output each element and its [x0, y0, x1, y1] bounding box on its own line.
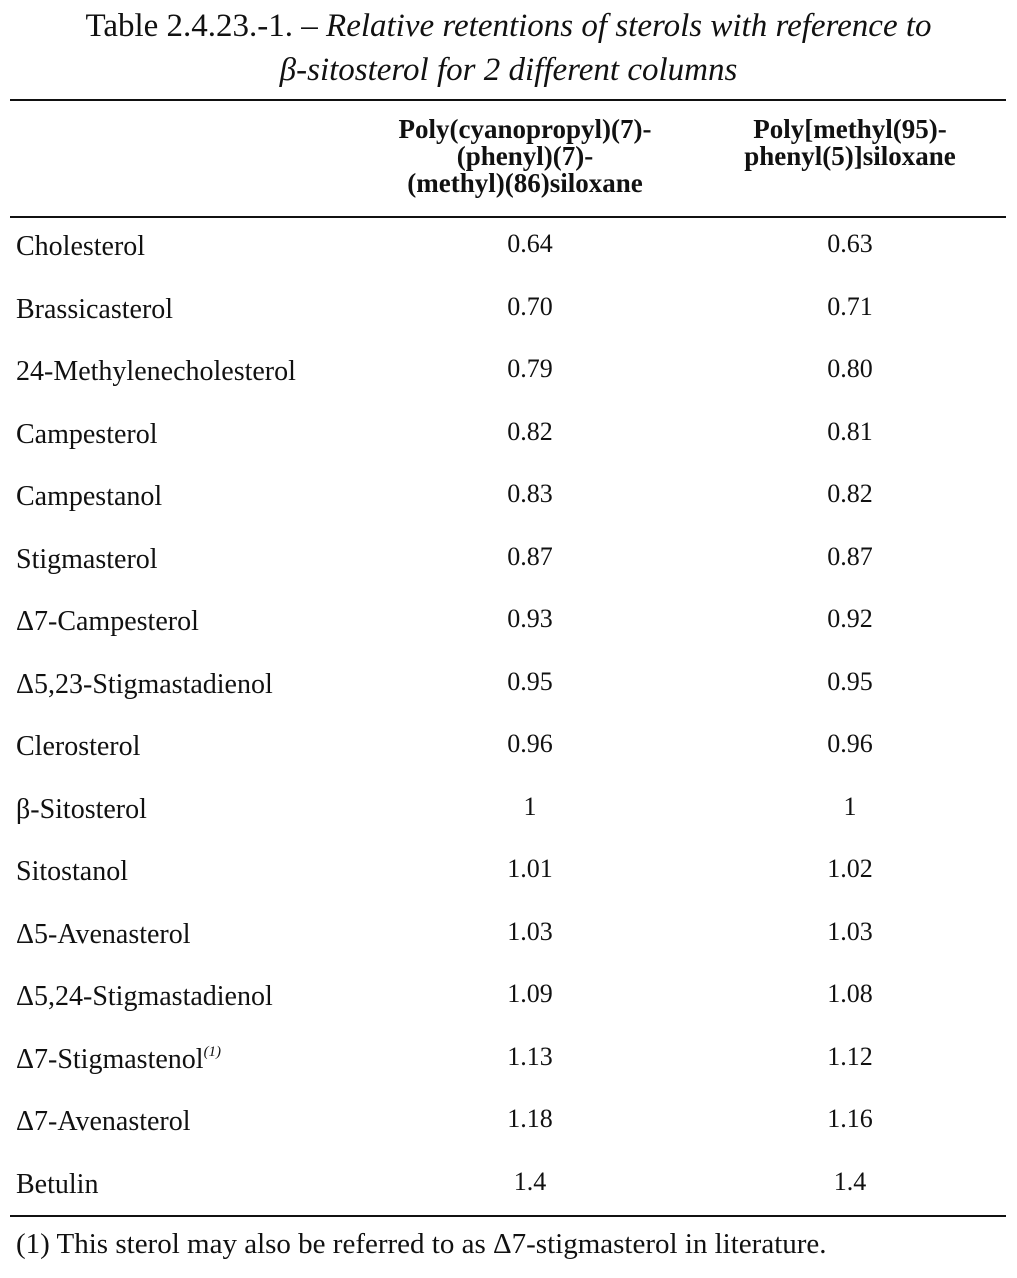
- retention-cyanopropyl: 1.13: [507, 1041, 553, 1071]
- sterol-name-text: Δ5,24-Stigmastadienol: [16, 981, 273, 1012]
- sterol-name-text: 24-Methylenecholesterol: [16, 356, 296, 387]
- sterol-name-text: Campestanol: [16, 481, 163, 512]
- table-row: [0, 842, 1017, 905]
- caption-title-line-2: β-sitosterol for 2 different columns: [279, 52, 738, 88]
- sterol-name: [16, 231, 145, 263]
- retention-cyanopropyl: 0.82: [507, 416, 553, 446]
- sterol-name-text: Δ7-Stigmastenol: [16, 1043, 204, 1075]
- sterol-name: [16, 669, 273, 701]
- caption-label: Table 2.4.23.-1. –: [85, 8, 318, 44]
- sterol-name: [16, 356, 296, 388]
- retention-methyl-phenyl: 0.96: [827, 729, 873, 758]
- retention-cyanopropyl: 1: [523, 791, 537, 821]
- retention-cyanopropyl: 1.4: [513, 1166, 547, 1196]
- retention-cyanopropyl: 0.95: [507, 666, 553, 696]
- retention-methyl-phenyl: 0.71: [827, 291, 873, 321]
- sterol-name: [16, 419, 158, 451]
- retention-cyanopropyl: 0.64: [507, 229, 553, 258]
- sterol-name: [16, 981, 273, 1013]
- retention-methyl-phenyl: 1.16: [827, 1104, 873, 1133]
- sterol-name-text: Δ7-Avenasterol: [16, 1106, 191, 1137]
- table-row: [0, 1092, 1017, 1155]
- table-row: [0, 780, 1017, 843]
- sterol-name: [16, 1106, 191, 1138]
- table-row: [0, 280, 1017, 343]
- retention-cyanopropyl: 0.79: [507, 354, 553, 383]
- table-top-rule: [10, 99, 1006, 101]
- table-bottom-rule: [10, 1215, 1006, 1217]
- table-row: [0, 1155, 1017, 1218]
- table-row: [0, 467, 1017, 530]
- table-row: [0, 530, 1017, 593]
- retention-cyanopropyl: 1.09: [507, 979, 553, 1008]
- sterol-name: [16, 1044, 221, 1076]
- sterol-name-text: Campesterol: [16, 418, 158, 450]
- retention-cyanopropyl: 1.03: [507, 916, 553, 946]
- table-footnote: (1) This sterol may also be referred to as Δ7-stigmasterol in literature.: [16, 1228, 827, 1260]
- table-row: [0, 592, 1017, 655]
- table-row: [0, 905, 1017, 968]
- retention-methyl-phenyl: 0.80: [827, 354, 873, 383]
- retention-methyl-phenyl: 0.92: [827, 604, 873, 633]
- sterol-name-text: Sitostanol: [16, 856, 129, 887]
- sterol-name-text: Cholesterol: [16, 231, 146, 262]
- sterol-name: [16, 481, 162, 513]
- retention-methyl-phenyl: 1.03: [827, 916, 873, 946]
- sterol-name-text: Δ5-Avenasterol: [16, 918, 191, 950]
- retention-methyl-phenyl: 1.12: [827, 1041, 873, 1071]
- retention-methyl-phenyl: 1.02: [827, 854, 873, 883]
- retention-methyl-phenyl: 0.95: [827, 666, 873, 696]
- retention-methyl-phenyl: 1: [843, 791, 857, 821]
- table-row: [0, 405, 1017, 468]
- sterol-name: [16, 294, 173, 326]
- caption-title-line-1: Relative retentions of sterols with reference to: [326, 8, 932, 44]
- table-caption: [0, 4, 1017, 92]
- retention-methyl-phenyl: 1.08: [827, 979, 873, 1008]
- table-row: [0, 217, 1017, 280]
- sterol-name-text: Brassicasterol: [16, 293, 174, 325]
- retention-cyanopropyl: 1.18: [507, 1104, 553, 1133]
- retention-cyanopropyl: 0.96: [507, 729, 553, 758]
- table-row: [0, 1030, 1017, 1093]
- sterol-name-text: Δ7-Campesterol: [16, 606, 199, 637]
- table-row: [0, 967, 1017, 1030]
- sterol-name-text: β-Sitosterol: [16, 793, 147, 825]
- column-header-methyl-phenyl: Poly[methyl(95)- phenyl(5)]siloxane: [744, 114, 956, 171]
- caption-line-1: [0, 4, 1017, 48]
- retention-methyl-phenyl: 0.63: [827, 229, 873, 258]
- sterol-name: [16, 794, 147, 826]
- footnote-marker: (1): [203, 1043, 222, 1060]
- retention-cyanopropyl: 0.83: [507, 479, 553, 508]
- retention-methyl-phenyl: 0.81: [827, 416, 873, 446]
- table-row: [0, 655, 1017, 718]
- sterol-name-text: Δ5,23-Stigmastadienol: [16, 668, 273, 700]
- sterol-name-text: Stigmasterol: [16, 543, 158, 575]
- retention-methyl-phenyl: 0.87: [827, 541, 873, 571]
- sterol-name: [16, 856, 128, 888]
- sterol-name-text: Betulin: [16, 1168, 99, 1200]
- sterol-name: [16, 544, 158, 576]
- table-body: [0, 217, 1017, 1217]
- sterol-name: [16, 606, 199, 638]
- retention-cyanopropyl: 1.01: [507, 854, 553, 883]
- retention-cyanopropyl: 0.87: [507, 541, 553, 571]
- sterol-name-text: Clerosterol: [16, 731, 141, 762]
- sterol-name: [16, 1169, 98, 1201]
- table-row: [0, 717, 1017, 780]
- retention-methyl-phenyl: 1.4: [833, 1166, 867, 1196]
- retention-cyanopropyl: 0.70: [507, 291, 553, 321]
- retention-cyanopropyl: 0.93: [507, 604, 553, 633]
- retention-methyl-phenyl: 0.82: [827, 479, 873, 508]
- sterol-name: [16, 919, 191, 951]
- table-row: [0, 342, 1017, 405]
- column-header-cyanopropyl: Poly(cyanopropyl)(7)- (phenyl)(7)- (methyl)(86)siloxane: [398, 114, 652, 198]
- sterol-name: [16, 731, 140, 763]
